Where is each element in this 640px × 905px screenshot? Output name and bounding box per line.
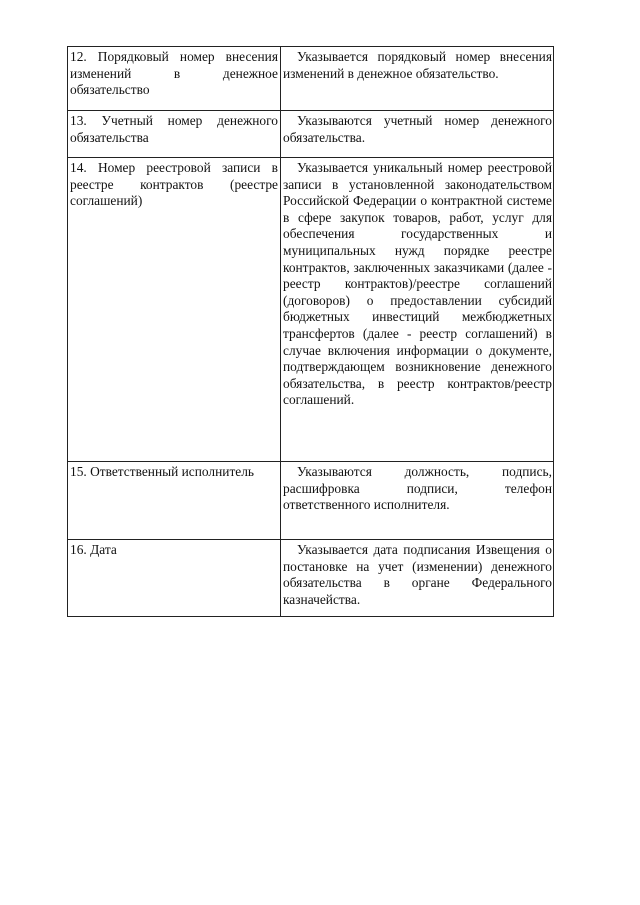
field-name-cell: 15. Ответственный исполнитель (68, 462, 281, 540)
requisites-table (67, 46, 554, 617)
field-description-cell: Указывается уникальный номер реестровой записи в установленной законодательством Российской Федерации о контрактной системе в сфере закупок товаров, работ, услуг для обеспечения государственных и муниципальных нужд порядке реестре контрактов, заключенных заказчиками (далее - реестр контрактов)/реестре соглашений (договоров) о предоставлении субсидий бюджетных инвестиций межбюджетных трансфертов (далее - реестр соглашений) в случае включения информации о документе, подтверждающем возникновение денежного обязательства, в реестр контрактов/реестр соглашений. (281, 158, 554, 462)
table-row (68, 158, 554, 462)
field-name-cell: 16. Дата (68, 540, 281, 617)
field-name-cell: 13. Учетный номер денежного обязательства (68, 111, 281, 158)
table-row (68, 47, 554, 111)
field-description-cell: Указывается порядковый номер внесения изменений в денежное обязательство. (281, 47, 554, 111)
table-row (68, 540, 554, 617)
table-row (68, 462, 554, 540)
table-row (68, 111, 554, 158)
field-description-cell: Указывается дата подписания Извещения о постановке на учет (изменении) денежного обязательства в органе Федерального казначейства. (281, 540, 554, 617)
field-name-cell: 12. Порядковый номер внесения изменений в денежное обязательство (68, 47, 281, 111)
field-name-cell: 14. Номер реестровой записи в реестре контрактов (реестре соглашений) (68, 158, 281, 462)
field-description-cell: Указываются должность, подпись, расшифровка подписи, телефон ответственного исполнителя. (281, 462, 554, 540)
field-description-cell: Указываются учетный номер денежного обязательства. (281, 111, 554, 158)
